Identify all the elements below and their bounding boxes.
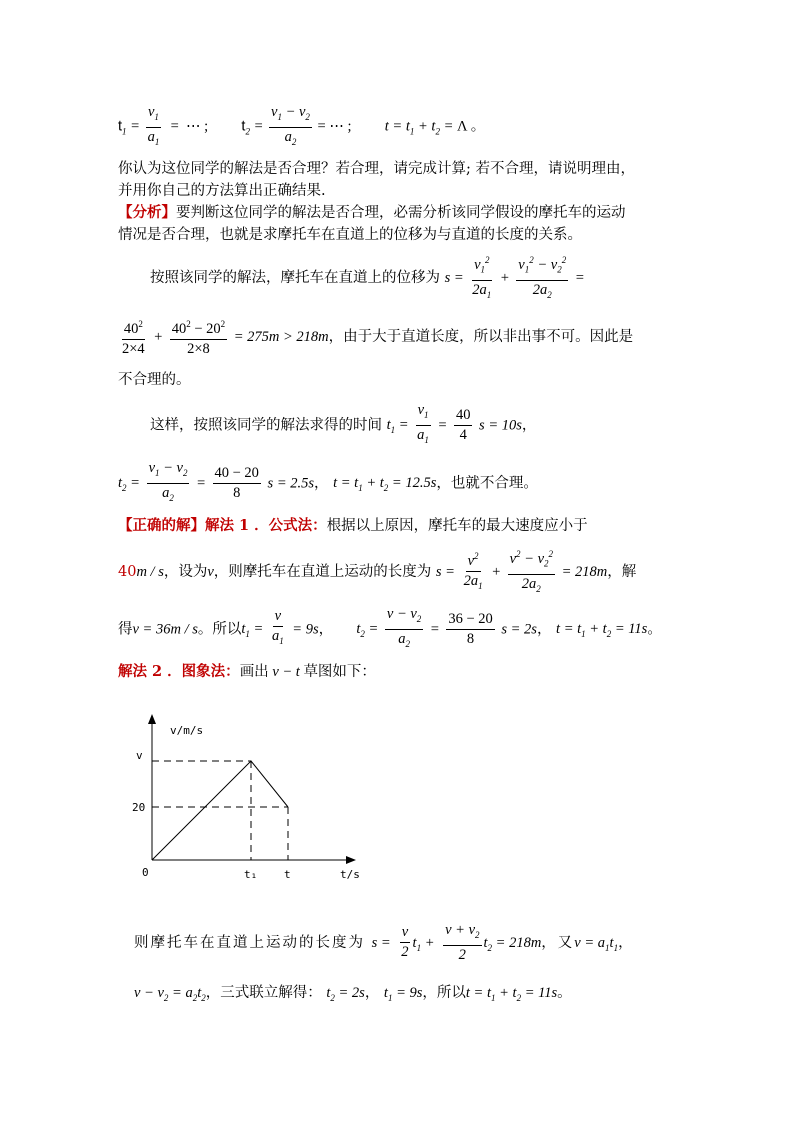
p8-mid: ，所以 bbox=[422, 985, 466, 1001]
y-axis-arrow bbox=[148, 714, 156, 724]
velocity-line bbox=[152, 761, 288, 860]
paragraph-result: 得v = 36m / s。所以$t_1$ = $\frac{v}{a_1}$ = 9s， $t_2$ = $\frac{v - v_2}{a_2}$ = $\frac{36 - 20}{8}$ s = 2s， $t = t_1 + t_2 = 11s$。 bbox=[118, 606, 662, 649]
paragraph-t2: $t_2$ = $\frac{v_1 - v_2}{a_2}$ = $\frac{40 - 20}{8}$ s = 2.5s， $t = t_1 + t_2 = 12.5s$，也就不合理。 bbox=[118, 460, 538, 503]
p6-pre: 得 bbox=[118, 621, 133, 638]
p6-mid: 。所以 bbox=[197, 621, 242, 638]
paragraph-calc: $\frac{40^2}{2\times 4}$ + $\frac{40^2 - 20^2}{2\times 8}$ = 275m > 218m，由于大于直道长度，所以非出事不可。因此是 bbox=[118, 316, 633, 358]
p5-text: ，则摩托车在直道上运动的长度为 bbox=[213, 563, 432, 580]
analysis-text-1: 要判断这位同学的解法是否合理，必需分析该同学假设的摩托车的运动 bbox=[176, 205, 626, 221]
method2-text: 画出 bbox=[239, 664, 269, 680]
origin-label: 0 bbox=[142, 866, 149, 879]
x-axis-arrow bbox=[346, 856, 356, 864]
method2-label: 解法 2 ．图象法： bbox=[118, 663, 240, 680]
paragraph-formula: 40m / s，设为v，则摩托车在直道上运动的长度为 s = $\frac{v^2}{2a_1}$ + $\frac{v^2 - v_2^2}{2a_2}$ = 218m，解 bbox=[118, 546, 636, 598]
analysis-line-1 bbox=[118, 202, 678, 224]
question-line-1: 你认为这位同学的解法是否合理？若合理，请完成计算; 若不合理，请说明理由， bbox=[118, 161, 635, 177]
vt-graph bbox=[118, 710, 368, 885]
p3-text: 这样，按照该同学的解法求得的时间 bbox=[150, 417, 382, 434]
method1-label: 解法 1 ．公式法： bbox=[205, 517, 327, 534]
paragraph-displacement: 按照该同学的解法，摩托车在直道上的位移为 s = $\frac{v_1^2}{2a_1}$ + $\frac{v_1^2 - v_2^2}{2a_2}$ = bbox=[150, 252, 585, 304]
paragraph-time: 这样，按照该同学的解法求得的时间 $t_1$ = $\frac{v_1}{a_1}$ = $\frac{40}{4}$ s = 10s， bbox=[150, 402, 537, 445]
twenty-tick-label: 20 bbox=[132, 801, 146, 814]
p5-tail: ，解 bbox=[607, 563, 637, 580]
paragraph-final: $v - v_2 = a_2t_2$，三式联立解得： $t_2 = 2s$， $t_1 = 9s$，所以$t = t_1 + t_2 = 11s$。 bbox=[134, 985, 572, 1003]
p5-mid: ，设为 bbox=[163, 563, 208, 580]
p8-text: ，三式联立解得： bbox=[205, 985, 322, 1001]
y-axis-label: v/m/s bbox=[170, 724, 204, 737]
p4-tail: ，也就不合理。 bbox=[436, 475, 538, 492]
method2-line: 解法 2 ．图象法：画出 v − t 草图如下： bbox=[118, 663, 376, 680]
method2-tail: 草图如下： bbox=[303, 664, 376, 680]
correct-rest: 根据以上原因，摩托车的最大速度应小于 bbox=[326, 518, 588, 534]
p7-mid: ，又 bbox=[541, 934, 575, 951]
p1-text: 按照该同学的解法，摩托车在直道上的位移为 bbox=[150, 269, 440, 286]
question-text bbox=[118, 158, 678, 246]
t1-tick-label: t₁ bbox=[244, 868, 258, 881]
question-line-2: 并用你自己的方法算出正确结果. bbox=[118, 183, 326, 199]
p2-continued: 不合理的。 bbox=[118, 372, 191, 388]
formula-line-1: $t_1$ = $\frac{v_1}{a_1}$ = ⋯ ; $t_2$ = $\frac{v_1 - v_2}{a_2}$ = ⋯ ; $t = t_1 + t_2 = \Lambda$ 。 bbox=[118, 104, 486, 147]
x-axis-label: t/s bbox=[340, 868, 360, 881]
speed-value: 40 bbox=[118, 563, 137, 580]
analysis-label: 【分析】 bbox=[118, 204, 176, 221]
paragraph-graph-length: 则摩托车在直道上运动的长度为 s = $\frac{v}{2}$ $t_1$ + $\frac{v + v_2}{2}$ $t_2 = 218m$，又$v = a_1t_1$， bbox=[134, 922, 635, 963]
analysis-line-2: 情况是否合理，也就是求摩托车在直道上的位移为与直道的长度的关系。 bbox=[118, 227, 582, 243]
v-tick-label: v bbox=[136, 749, 143, 762]
correct-solution-line bbox=[118, 514, 588, 535]
t-tick-label: t bbox=[284, 868, 291, 881]
p2-tail: ，由于大于直道长度，所以非出事不可。因此是 bbox=[328, 328, 634, 345]
p7-text: 则摩托车在直道上运动的长度为 bbox=[134, 934, 365, 951]
correct-label: 【正确的解】 bbox=[118, 517, 205, 534]
